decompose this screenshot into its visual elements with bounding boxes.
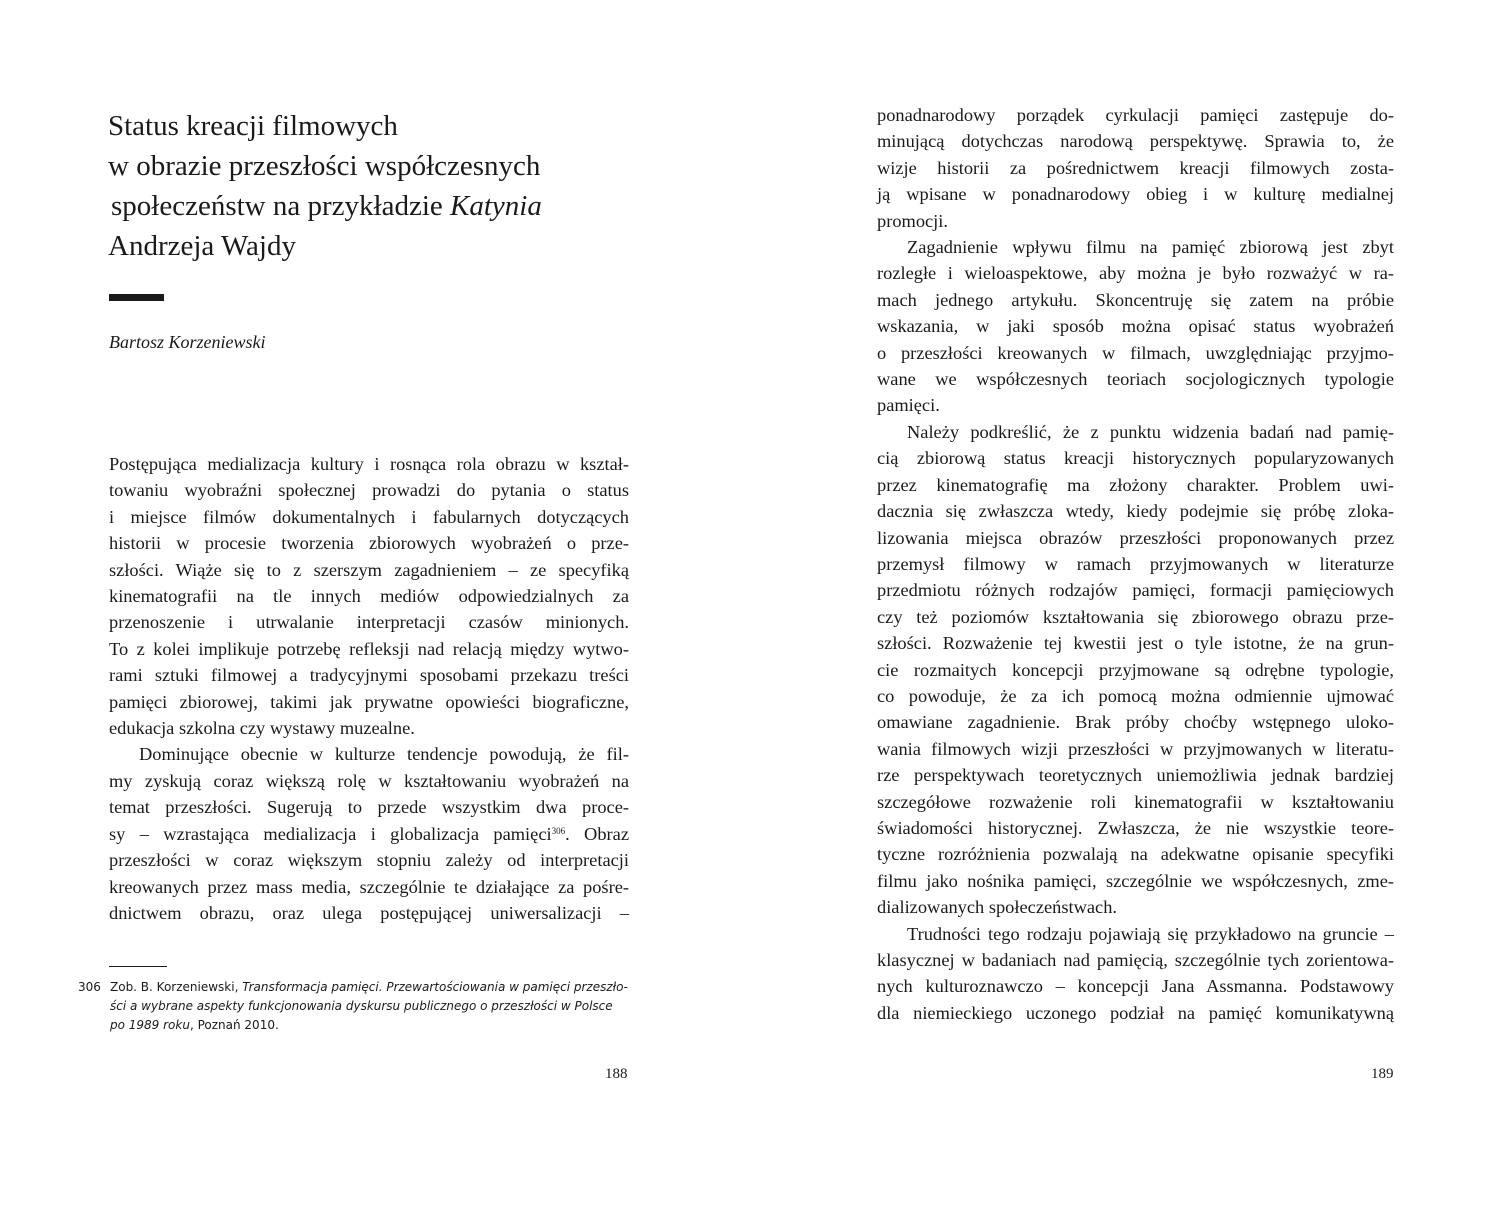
text-line: rami sztuki filmowej a tradycyjnymi sposobami przekazu treści [109,665,629,686]
text-line: edukacja szkolna czy wystawy muzealne. [109,718,415,739]
text-line: czy też poziomów kształtowania się zbiorowego obrazu prze- [877,606,1394,627]
page-number-right: 189 [1371,1066,1394,1082]
text-line: my zyskują coraz większą rolę w kształtowaniu wyobrażeń na [109,770,629,791]
text-line: i miejsce filmów dokumentalnych i fabularnych dotyczących [109,506,629,527]
text-line: Należy podkreślić, że z punktu widzenia badań nad pamię- [907,421,1394,442]
text-line: świadomości historycznej. Zwłaszcza, że nie wszystkie teore- [877,817,1394,838]
paragraph-r4 [877,921,1394,1027]
text-line: cią zbiorową status kreacji historycznych popularyzowanych [877,448,1394,469]
text-line: szłości. Rozważenie tej kwestii jest o tyle istotne, że na grun- [877,633,1394,654]
text-line: kinematografii na tle innych mediów odpowiedzialnych za [109,586,629,607]
text-line: Postępująca medializacja kultury i rosnąca rola obrazu w kształ- [109,454,629,474]
text-line: To z kolei implikuje potrzebę refleksji nad relacją między wytwo- [109,638,629,659]
text-line: Trudności tego rodzaju pojawiają się przykładowo na gruncie – [907,923,1394,944]
title-line-4: Andrzeja Wajdy [108,230,296,262]
text-line: przeszłości w coraz większym stopniu zależy od interpretacji [109,850,629,871]
text-line: wania filmowych wizji przeszłości w przyjmowanych w literatu- [877,738,1394,759]
text-line: minującą dotychczas narodową perspektywę. Sprawia to, że [877,131,1394,152]
left-body-text [109,451,629,926]
text-line: dla niemieckiego uczonego podział na pamięć komunikatywną [877,1002,1394,1023]
text-line: lizowania miejsca obrazów przeszłości proponowanych przez [877,527,1394,548]
text-line: wizje historii za pośrednictwem kreacji filmowych zosta- [877,157,1394,178]
text-line: dacznia się zwłaszcza wtedy, kiedy podejmie się próbę zloka- [877,501,1394,522]
title-rule [109,294,164,301]
title-italic-film: Katynia [450,190,542,222]
paragraph-2 [109,741,629,926]
text-line: o przeszłości kreowanych w filmach, uwzględniając przyjmo- [877,342,1394,363]
text-line: szczegółowe rozważenie roli kinematografii w kształtowaniu [877,791,1394,812]
footnote-title-2: ści a wybrane aspekty funkcjonowania dyskursu publicznego o przeszłości w Polsce [110,999,613,1013]
title-line-3 [108,186,628,226]
paragraph-1 [109,451,629,741]
footnote-title-3: po 1989 roku [110,1018,190,1032]
text-line: co powoduje, że za ich pomocą można odmiennie ujmować [877,685,1394,706]
footnote-reference[interactable]: 306 [551,825,566,836]
text-line: ją wpisane w ponadnarodowy obieg i w kulturę medialnej [877,184,1394,205]
text-line-with-footnote [109,821,629,847]
text-line: temat przeszłości. Sugerują to przede wszystkim dwa proce- [109,797,629,818]
text-line: tyczne rozróżnienia pozwalają na adekwatne opisanie specyfiki [877,844,1394,865]
page-number-left: 188 [605,1066,628,1082]
title-line-3-text: społeczeństw na przykładzie [111,190,450,222]
text-line: szłości. Wiąże się to z szerszym zagadnieniem – ze specyfiką [109,559,629,580]
footnote-line-1 [110,978,628,997]
text-line: rozległe i wieloaspektowe, aby można je było rozważyć w ra- [877,263,1394,284]
text-line: rze perspektywach teoretycznych uniemożliwia jednak bardziej [877,765,1394,786]
footnote-line-2 [110,997,628,1016]
right-body-text [877,102,1394,1026]
chapter-title [108,106,628,266]
text-line: przemysł filmowy w ramach przyjmowanych w literaturze [877,553,1394,574]
text-line: filmu jako nośnika pamięci, szczególnie we współczesnych, zme- [877,870,1394,891]
text-line: dializowanych społeczeństwach. [877,897,1118,918]
author-name: Bartosz Korzeniewski [109,332,266,352]
text-line: pamięci. [877,395,940,416]
title-line-1: Status kreacji filmowych [108,110,398,142]
text-line: przenoszenie i utrwalanie interpretacji czasów minionych. [109,612,629,633]
footnote-body [110,978,628,1035]
text-line: sy – wzrastająca medializacja i globalizacja pamięci [109,823,552,844]
title-line-2: w obrazie przeszłości współczesnych [108,150,541,182]
text-line: przez kinematografię ma złożony charakter. Problem uwi- [877,474,1394,495]
footnote-title-1: Transformacja pamięci. Przewartościowania w pamięci przeszło- [242,980,628,994]
text-line-tail: . Obraz [565,823,629,844]
text-line: kreowanych przez mass media, szczególnie te działające za pośre- [109,876,629,897]
text-line: promocji. [877,210,948,231]
text-line: dnictwem obrazu, oraz ulega postępującej uniwersalizacji – [109,902,629,923]
text-line: Zagadnienie wpływu filmu na pamięć zbiorową jest zbyt [907,237,1394,258]
text-line: towaniu wyobraźni społecznej prowadzi do pytania o status [109,480,629,501]
footnote-line-3 [110,1016,628,1035]
text-line: historii w procesie tworzenia zbiorowych wyobrażeń o prze- [109,533,629,554]
footnote-suffix: , Poznań 2010. [189,1018,279,1032]
text-line: nych kulturoznawczo – koncepcji Jana Assmanna. Podstawowy [877,976,1394,997]
paragraph-r1 [877,102,1394,234]
paragraph-r2 [877,234,1394,419]
text-line: mach jednego artykułu. Skoncentruję się zatem na próbie [877,289,1394,310]
footnote-number: 306 [78,980,101,994]
text-line: wane we współczesnych teoriach socjologicznych typologie [877,369,1394,390]
text-line: pamięci zbiorowej, takimi jak prywatne opowieści biograficzne, [109,691,629,712]
text-line: Dominujące obecnie w kulturze tendencje powodują, że fil- [139,744,629,765]
text-line: wskazania, w jaki sposób można opisać status wyobrażeń [877,316,1394,337]
text-line: klasycznej w badaniach nad pamięcią, szczególnie tych zorientowa- [877,950,1394,970]
text-line: ponadnarodowy porządek cyrkulacji pamięci zastępuje do- [877,105,1394,125]
right-page [750,0,1500,1212]
text-line: przedmiotu różnych rodzajów pamięci, formacji pamięciowych [877,580,1394,601]
footnote-prefix: Zob. B. Korzeniewski, [110,980,243,994]
text-line: cie rozmaitych koncepcji przyjmowane są odrębne typologie, [877,659,1394,680]
text-line: omawiane zagadnienie. Brak próby choćby wstępnego uloko- [877,712,1394,733]
footnote-rule [109,966,167,967]
paragraph-r3 [877,419,1394,921]
